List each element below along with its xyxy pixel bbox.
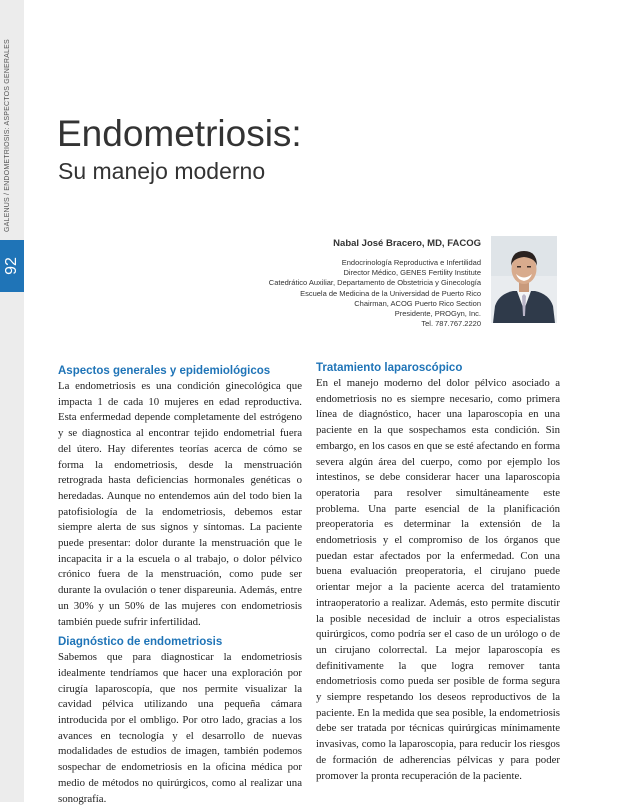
author-phone: Tel. 787.767.2220 bbox=[421, 319, 481, 329]
section-heading-tratamiento: Tratamiento laparoscópico bbox=[316, 362, 463, 374]
author-block bbox=[181, 238, 481, 329]
section-body-diagnostico: Sabemos que para diagnosticar la endometriosis idealmente tendríamos que hacer una exploración por cirugía laparoscopía, que nos permite visualizar la cavidad pélvica utilizando una pequeña cámara introducida por el ombligo. Por otro lado, gracias a los avances en tecnología y el desarrollo de nuevas modalidades de estudios de imagen, también podemos sospechar de endometriosis en la oficina médica por medio de métodos no quirúrgicos, como al realizar una sonografía. bbox=[58, 651, 302, 805]
section-heading-diagnostico: Diagnóstico de endometriosis bbox=[58, 636, 223, 649]
article-title: Endometriosis: bbox=[57, 113, 302, 154]
author-affiliation: Director Médico, GENES Fertility Institute bbox=[343, 268, 481, 278]
author-affiliation: Escuela de Medicina de la Universidad de Puerto Rico bbox=[300, 288, 481, 298]
column-right bbox=[316, 361, 560, 784]
article-subtitle: Su manejo moderno bbox=[58, 158, 266, 184]
page-number: 92 bbox=[2, 257, 20, 275]
author-photo bbox=[491, 236, 557, 323]
author-affiliation: Presidente, PROGyn, Inc. bbox=[394, 309, 481, 319]
author-affiliation: Chairman, ACOG Puerto Rico Section bbox=[354, 298, 481, 308]
running-head: GALENUS / ENDOMETRIOSIS: ASPECTOS GENERALES bbox=[4, 39, 11, 232]
sidebar-strip bbox=[0, 0, 24, 802]
author-portrait-icon bbox=[491, 236, 557, 323]
column-left bbox=[58, 364, 302, 807]
author-affiliation: Endocrinología Reproductiva e Infertilidad bbox=[341, 258, 481, 267]
section-heading-aspectos: Aspectos generales y epidemiológicos bbox=[58, 365, 271, 377]
author-affiliation: Catedrático Auxiliar, Departamento de Obstetricia y Ginecología bbox=[268, 278, 481, 288]
page-number-tab bbox=[0, 240, 24, 292]
author-name: Nabal José Bracero, MD, FACOG bbox=[333, 238, 481, 249]
section-body-aspectos: La endometriosis es una condición ginecológica que impacta 1 de cada 10 mujeres en edad reproductiva. Esta enfermedad depende completamente del estrógeno y se diagnostica al encontrar tejido endometrial fuera del útero. Hay diferentes teorías acerca de cómo se forma la endometriosis, desde la menstruación retrograda hasta deficiencias hormonales genéticas o heredadas. Aunque no entendemos aún del todo bien la patofisiología de la endometriosis, debemos estar siempre alerta de sus signos y síntomas. La paciente puede presentar: dolor durante la menstruación que le incapacita ir a la escuela o al trabajo, o dolor pélvico crónico fuera de la menstruación, como pude ser durante la ovulación o tener dispareunia. Además, entre un 30% y un 50% de las mujeres con endometriosis también puede sufrir infertilidad. bbox=[58, 380, 302, 628]
section-body-tratamiento: En el manejo moderno del dolor pélvico asociado a endometriosis no es siempre necesario, como primera línea de diagnóstico, hacer una laparoscopia en una paciente en la que sospechamos esta condición. Sin embargo, en los casos en que se esté afectando en forma severa algún área del cuerpo, como por ejemplo los intestinos, se debe considerar hacer una laparoscopia operatoria para resolver simultáneamente este problema. Una parte esencial de la planificación preoperatoria es determinar la extensión de la endometriosis y el compromiso de los órganos que puedan estar afectados por la enfermedad. Con una buena evaluación preoperatoria, el cirujano puede orientar mejor a la paciente acerca del tratamiento intraoperatorio a realizar. Además, esto permite discutir la posible necesidad de incluir a otros especialistas quirúrgicos, como podría ser el caso de un urólogo o de un cirujano colorrectal. La mejor laparoscopía es definitivamente la que logra remover tanta endometriosis como pueda ser posible de forma segura y siempre respetando los deseos reproductivos de la paciente. En la medida que sea posible, la endometriosis debe ser tratada por técnicas quirúrgicas mínimamente invasivas, como la laparoscopia, para reducir los riesgos de formación de adherencias pélvicas y para poder promover la pronta recuperación de la paciente. bbox=[316, 377, 560, 782]
